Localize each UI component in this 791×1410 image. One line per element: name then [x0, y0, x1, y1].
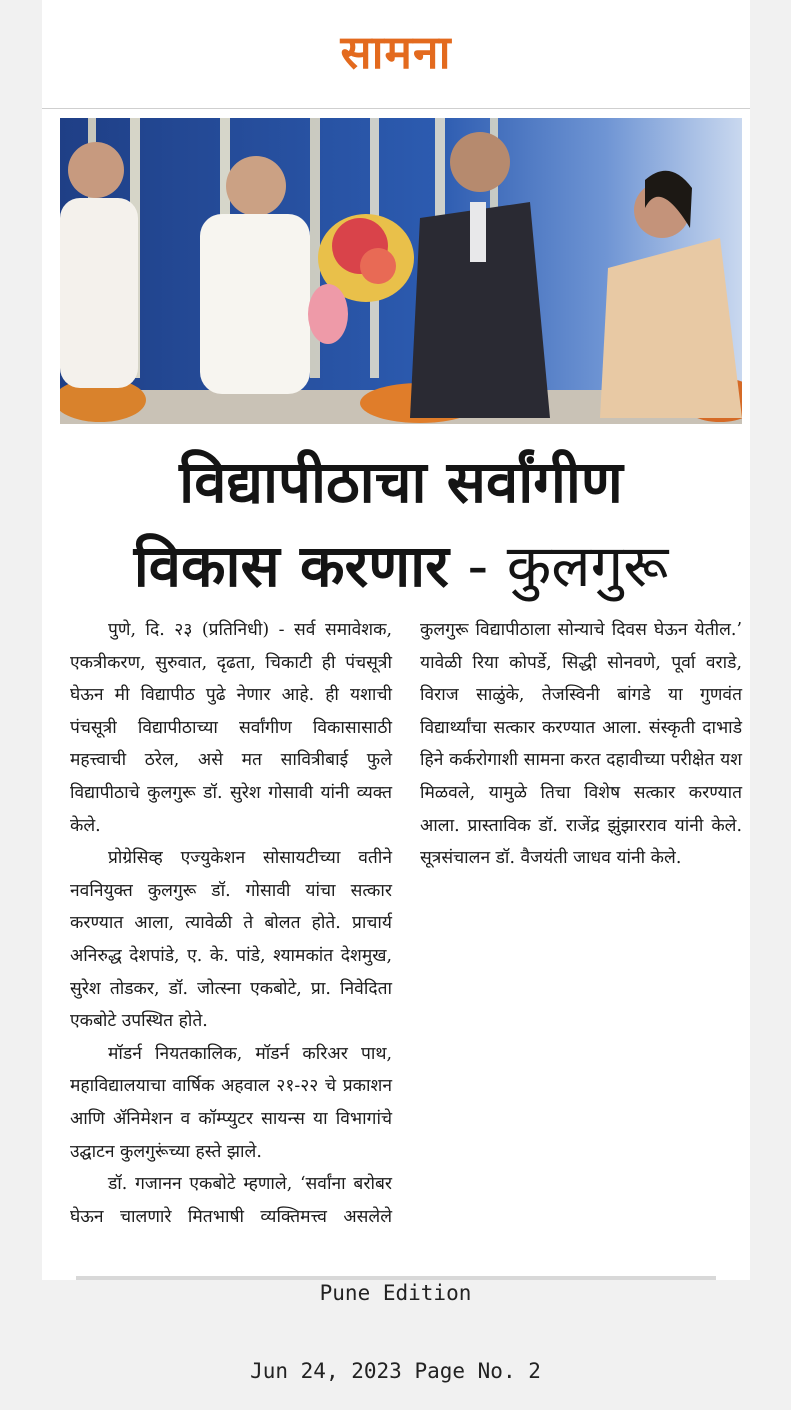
article-body	[70, 614, 742, 1234]
headline	[60, 440, 742, 608]
article-paragraph: डॉ. गजानन एकबोटे म्हणाले, ‘सर्वांना बरोबर घेऊन चालणारे मितभाषी व्यक्तिमत्त्व असलेले कुलगुरू विद्यापीठाला सोन्याचे दिवस घेऊन येतील.’ यावेळी रिया कोपर्डे, सिद्धी सोनवणे, पूर्वा वराडे, विराज साळुंके, तेजस्विनी बांगडे या गुणवंत विद्यार्थ्यांचा सत्कार करण्यात आला. संस्कृती दाभाडे हिने कर्करोगाशी सामना करत दहावीच्या परीक्षेत यश मिळवले, यामुळे तिचा विशेष सत्कार करण्यात आला. प्रास्ताविक डॉ. राजेंद्र झुंझारराव यांनी केले. सूत्रसंचालन डॉ. वैजयंती जाधव यांनी केले.	[70, 620, 742, 1227]
edition-date-page: Jun 24, 2023 Page No. 2	[250, 1359, 541, 1383]
ceremony-photo	[60, 118, 742, 424]
article-paragraph: प्रोग्रेसिव्ह एज्युकेशन सोसायटीच्या वतीने नवनियुक्त कुलगुरू डॉ. गोसावी यांचा सत्कार करण्यात आला, त्यावेळी ते बोलत होते. प्राचार्य अनिरुद्ध देशपांडे, ए. के. पांडे, श्यामकांत देशमुख, सुरेश तोडकर, डॉ. जोत्स्ना एकबोटे, प्रा. निवेदिता एकबोटे उपस्थित होते.	[70, 848, 392, 1032]
newspaper-page	[42, 0, 750, 1280]
edition-name: Pune Edition	[319, 1281, 472, 1305]
article-paragraph: पुणे, दि. २३ (प्रतिनिधी) - सर्व समावेशक, एकत्रीकरण, सुरुवात, दृढता, चिकाटी ही पंचसूत्री घेऊन मी विद्यापीठ पुढे नेणार आहे. ही यशाची पंचसूत्री विद्यापीठाच्या सर्वांगीण विकासासाठी महत्त्वाची ठरेल, असे मत सावित्रीबाई फुले विद्यापीठाचे कुलगुरू डॉ. सुरेश गोसावी यांनी व्यक्त केले.	[70, 620, 392, 836]
newspaper-logo: सामना	[340, 25, 452, 79]
headline-line-2	[60, 524, 742, 608]
headline-line-1: विद्यापीठाचा सर्वांगीण	[179, 448, 623, 516]
headline-line-2-main: विकास करणार	[133, 532, 449, 600]
next-page-edge	[76, 1276, 716, 1280]
headline-dash: -	[448, 532, 507, 600]
article-paragraph: मॉडर्न नियतकालिक, मॉडर्न करिअर पाथ, महाविद्यालयाचा वार्षिक अहवाल २१-२२ चे प्रकाशन आणि ॲनिमेशन व कॉम्प्युटर सायन्स या विभागांचे उद्घाटन कुलगुरूंच्या हस्ते झाले.	[70, 1043, 392, 1162]
ceremony-photo-icon	[60, 118, 742, 424]
headline-byline: कुलगुरू	[506, 532, 669, 600]
edition-info	[0, 1228, 791, 1410]
masthead	[42, 0, 750, 109]
